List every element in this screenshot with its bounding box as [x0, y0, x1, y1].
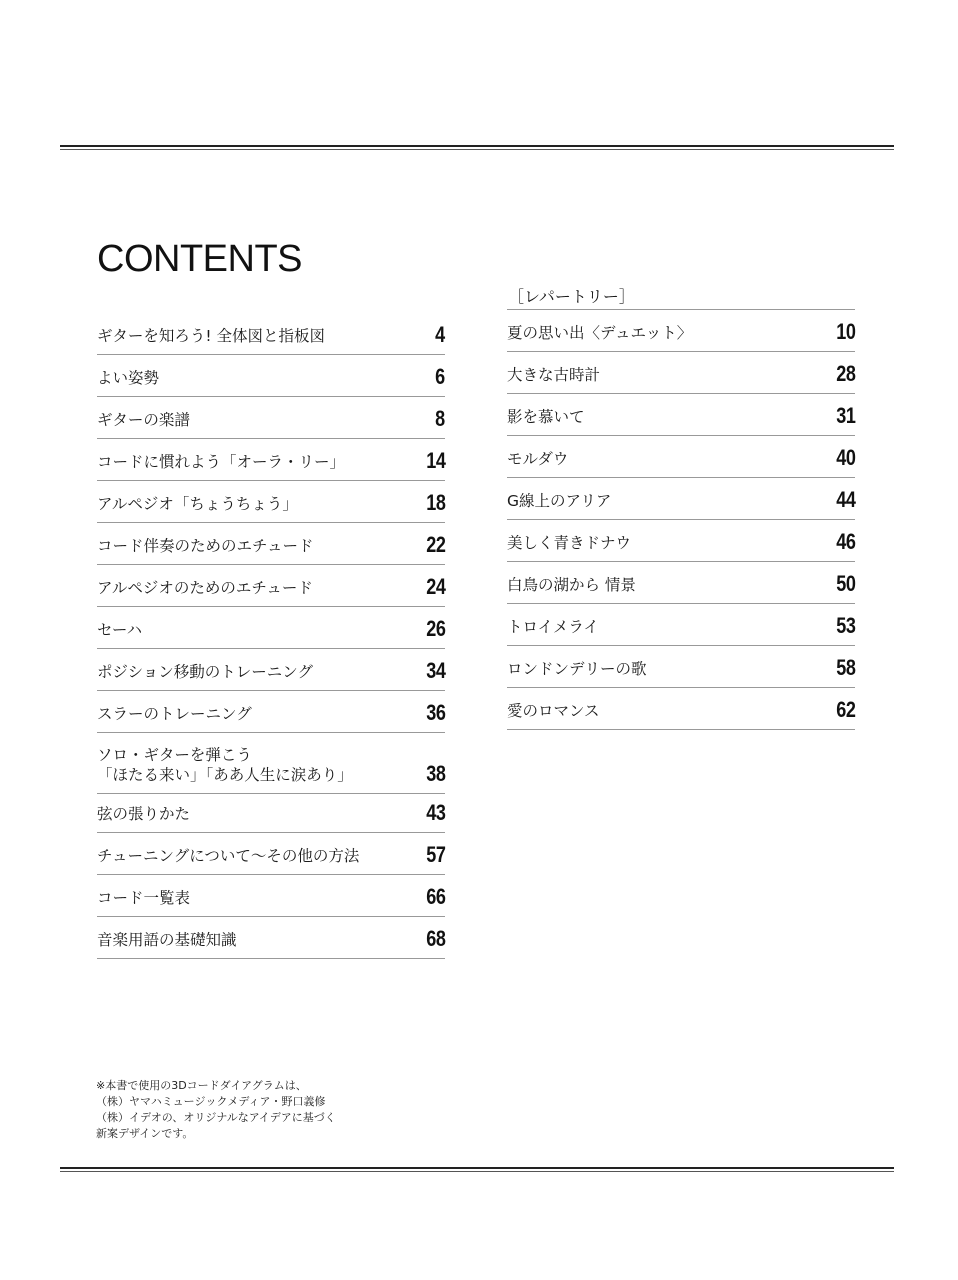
toc-row-label: ギターの楽譜 [97, 411, 190, 429]
toc-row[interactable] [97, 355, 445, 397]
toc-row-page: 68 [425, 926, 445, 951]
toc-row[interactable] [97, 565, 445, 607]
footnote-line: ※本書で使用の3Dコードダイアグラムは、 [96, 1079, 307, 1092]
repertory-heading: ［レパートリー］ [507, 284, 855, 310]
toc-row-label: 大きな古時計 [507, 366, 601, 384]
toc-row[interactable] [97, 481, 445, 523]
toc-row-label: 影を慕いて [507, 408, 585, 426]
toc-row-page: 40 [835, 445, 855, 470]
toc-row[interactable] [97, 313, 445, 355]
toc-row-label: ギターを知ろう! 全体図と指板図 [97, 327, 325, 345]
toc-row-page: 43 [425, 800, 445, 825]
toc-row-label: スラーのトレーニング [97, 705, 252, 723]
toc-row-page: 14 [425, 448, 445, 473]
toc-row[interactable] [507, 520, 855, 562]
toc-row-page: 26 [425, 616, 445, 641]
footnote-line: （株）ヤマハミュージックメディア・野口義修 [96, 1095, 326, 1108]
contents-list-repertory [507, 284, 855, 730]
toc-row-page: 31 [835, 403, 855, 428]
toc-row-page: 6 [435, 364, 445, 389]
toc-row[interactable] [97, 794, 445, 833]
toc-row-label: コードに慣れよう「オーラ・リー」 [97, 453, 346, 471]
toc-row-label-line2: 「ほたる来い」「ああ人生に涙あり」 [97, 766, 353, 784]
toc-row-page: 62 [835, 697, 855, 722]
toc-row-page: 46 [835, 529, 855, 554]
footnote [96, 1078, 336, 1142]
toc-row-label: セーハ [97, 621, 143, 639]
toc-row[interactable] [507, 436, 855, 478]
toc-row-page: 22 [425, 532, 445, 557]
toc-row-label: コード伴奏のためのエチュード [97, 537, 314, 555]
toc-row[interactable] [97, 439, 445, 481]
toc-row-label: 美しく青きドナウ [507, 534, 632, 552]
toc-row[interactable] [507, 310, 855, 352]
toc-row-page: 28 [835, 361, 855, 386]
toc-row-label: よい姿勢 [97, 369, 160, 387]
toc-row-page: 57 [425, 842, 445, 867]
toc-row[interactable] [507, 688, 855, 730]
page-title: CONTENTS [97, 238, 302, 280]
top-double-rule [60, 145, 894, 150]
toc-row-label-line1: ソロ・ギターを弾こう [97, 746, 252, 764]
footnote-line: 新案デザインです。 [96, 1127, 194, 1140]
toc-row[interactable] [97, 397, 445, 439]
toc-row-label: モルダウ [507, 450, 569, 468]
toc-row-label: アルペジオ「ちょうちょう」 [97, 495, 298, 513]
toc-row-page: 38 [425, 761, 445, 786]
toc-row-label: アルペジオのためのエチュード [97, 579, 313, 597]
toc-row-page: 50 [835, 571, 855, 596]
toc-row[interactable] [97, 833, 445, 875]
toc-row-page: 8 [435, 406, 445, 431]
toc-row-label: ポジション移動のトレーニング [97, 663, 313, 681]
bottom-double-rule [60, 1167, 894, 1172]
toc-row[interactable] [507, 352, 855, 394]
footnote-line: （株）イデオの、オリジナルなアイデアに基づく [96, 1111, 336, 1124]
toc-row-label: コード一覧表 [97, 889, 191, 907]
toc-row-label: トロイメライ [507, 618, 599, 636]
toc-row-label: ロンドンデリーの歌 [507, 660, 647, 678]
toc-row[interactable] [97, 917, 445, 959]
toc-row-label [97, 745, 353, 785]
toc-row[interactable] [507, 478, 855, 520]
toc-row[interactable] [97, 607, 445, 649]
toc-row-label: 夏の思い出〈デュエット〉 [507, 324, 693, 342]
toc-row-page: 36 [425, 700, 445, 725]
toc-row[interactable] [507, 604, 855, 646]
toc-row-label: 愛のロマンス [507, 702, 600, 720]
contents-list-main [97, 313, 445, 959]
toc-row-label: 弦の張りかた [97, 805, 191, 823]
toc-row[interactable] [97, 691, 445, 733]
toc-row-page: 58 [835, 655, 855, 680]
toc-row-page: 44 [835, 487, 855, 512]
toc-row[interactable] [507, 646, 855, 688]
toc-row-label: チューニングについて～その他の方法 [97, 847, 360, 865]
toc-row-page: 4 [435, 322, 445, 347]
toc-row[interactable] [507, 562, 855, 604]
toc-row-page: 18 [425, 490, 445, 515]
toc-row-page: 24 [425, 574, 445, 599]
toc-row-page: 34 [425, 658, 445, 683]
toc-row-page: 10 [835, 319, 855, 344]
toc-row[interactable] [97, 733, 445, 794]
toc-row[interactable] [97, 523, 445, 565]
toc-row-label: 白鳥の湖から 情景 [507, 576, 636, 594]
toc-row-page: 66 [425, 884, 445, 909]
toc-row[interactable] [97, 875, 445, 917]
toc-row[interactable] [97, 649, 445, 691]
toc-row[interactable] [507, 394, 855, 436]
toc-row-page: 53 [835, 613, 855, 638]
toc-row-label: 音楽用語の基礎知識 [97, 931, 237, 949]
toc-row-label: G線上のアリア [507, 492, 612, 510]
